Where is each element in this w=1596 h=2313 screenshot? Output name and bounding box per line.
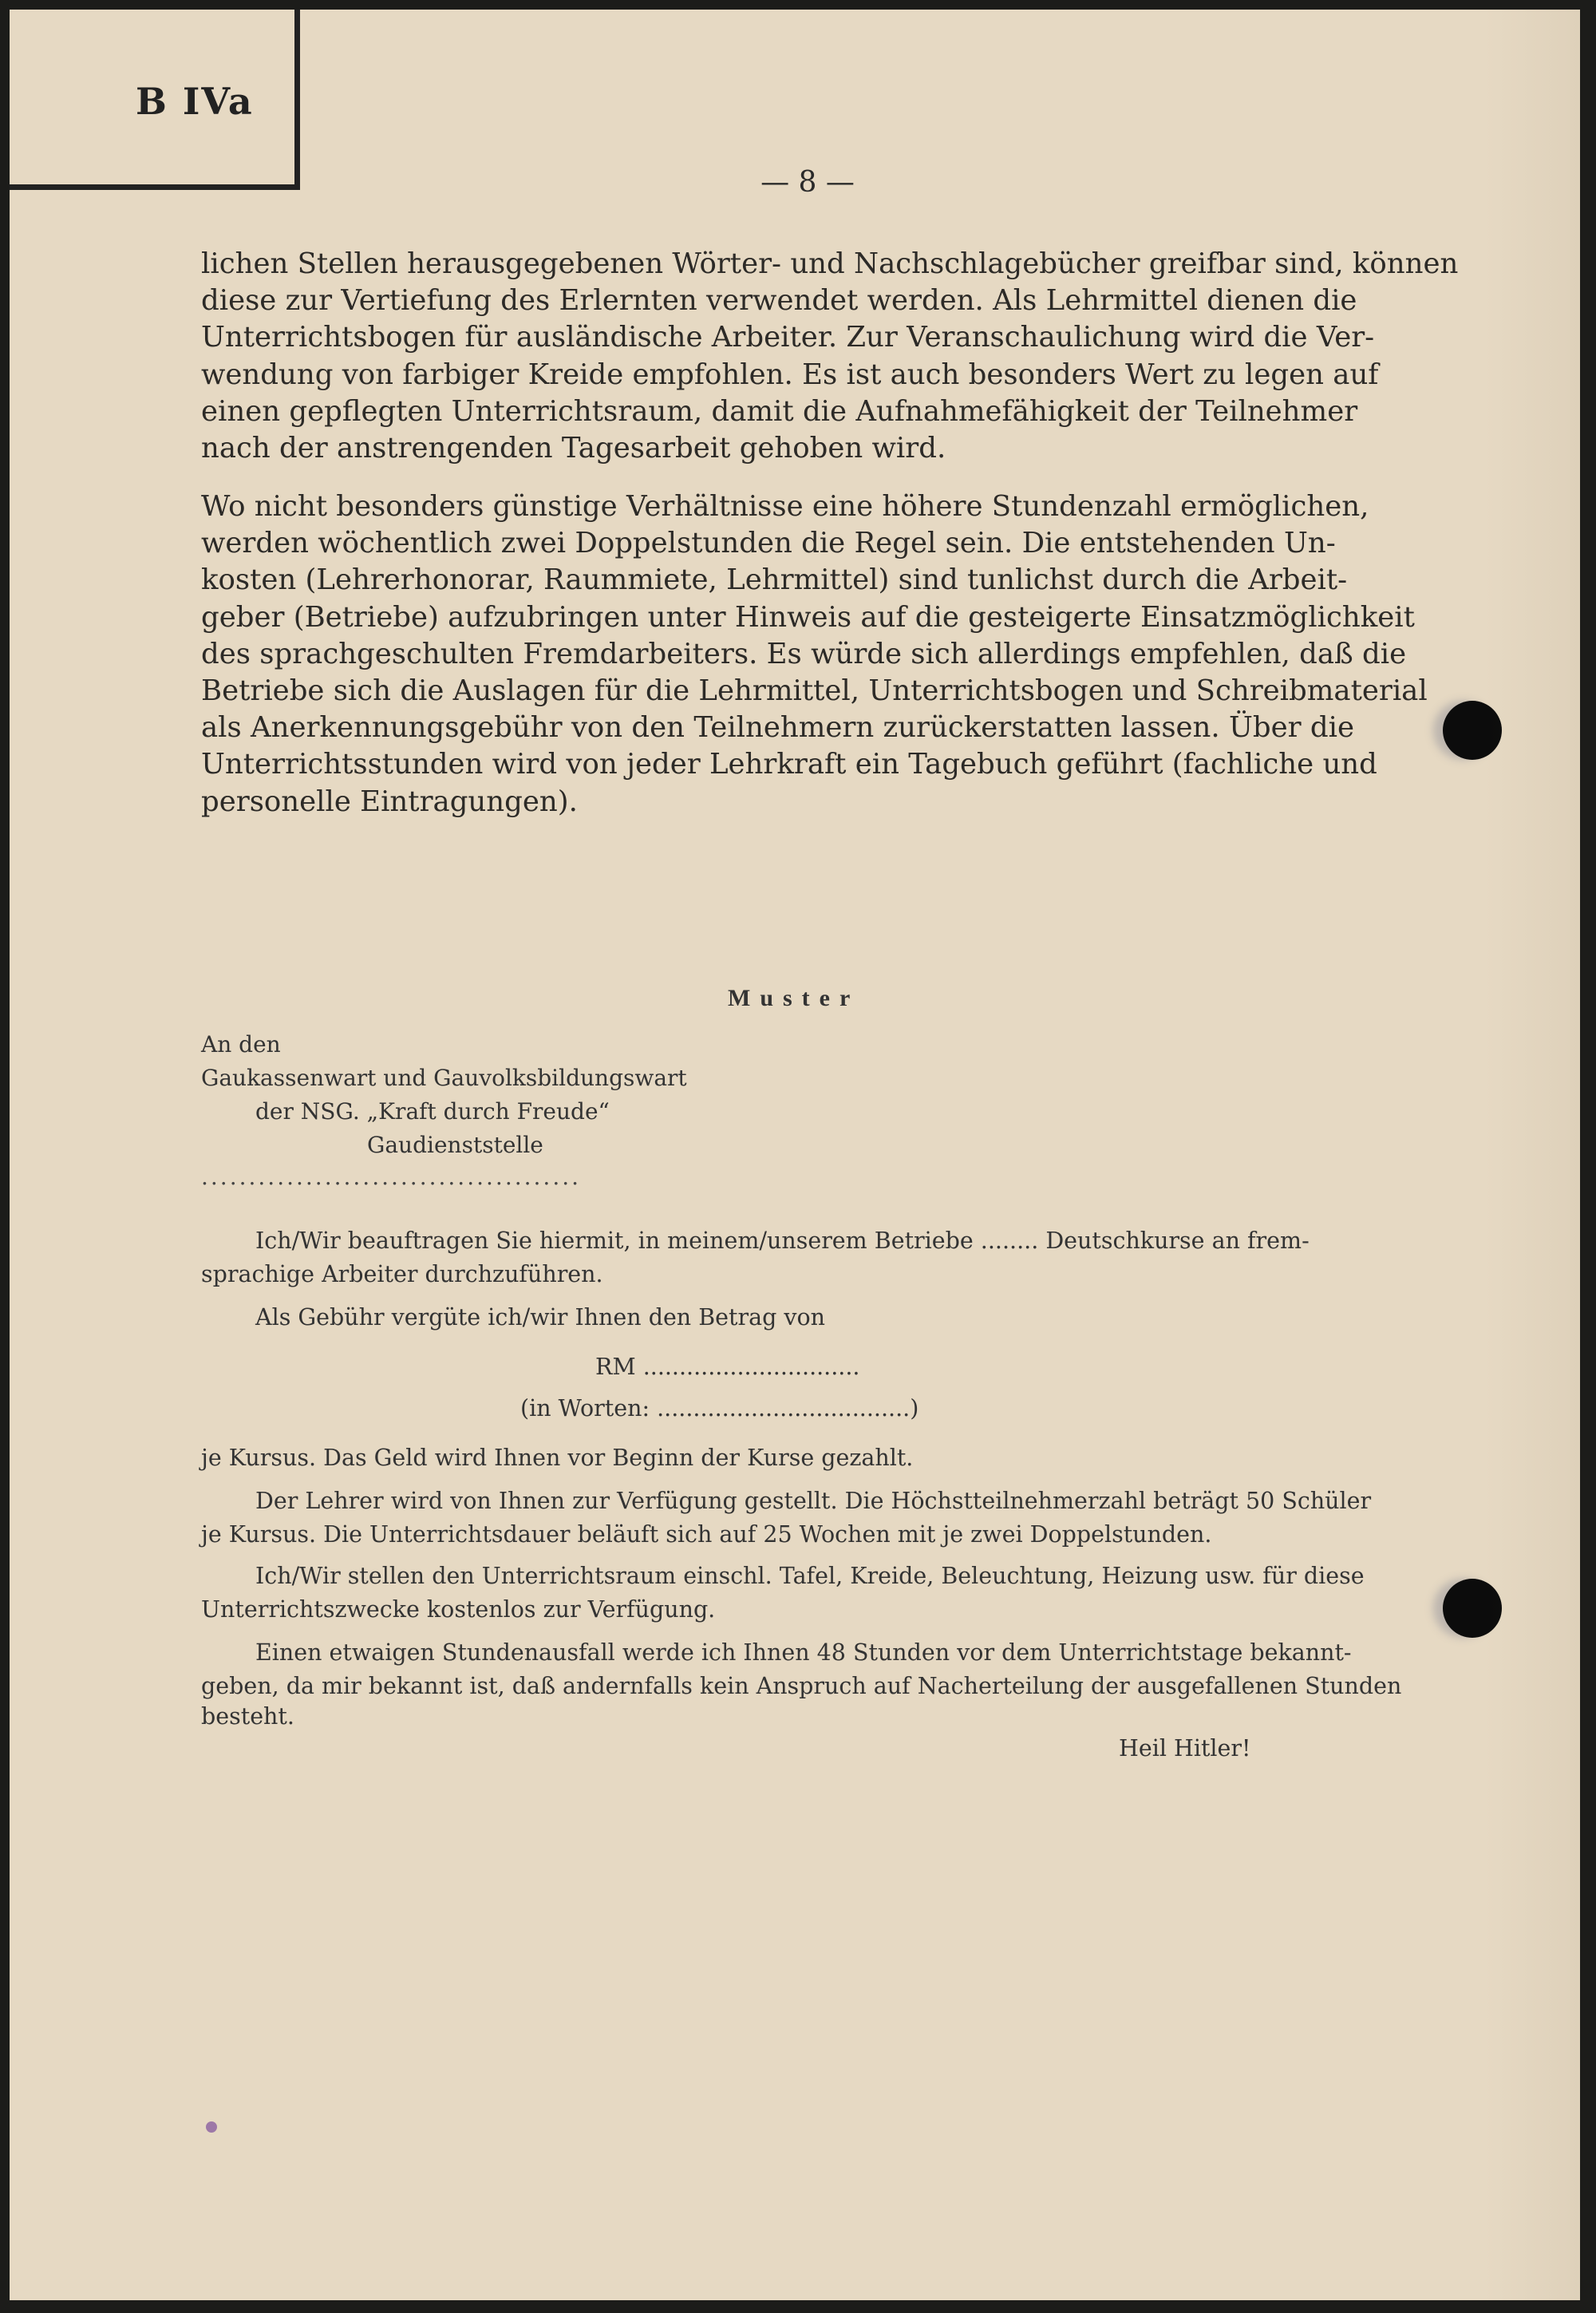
paragraph-line: Unterrichtsstunden wird von jeder Lehrkraft ein Tagebuch geführt (fachliche und [201,748,1377,781]
paragraph-line: lichen Stellen herausgegebenen Wörter- und Nachschlagebücher greifbar sind, können [201,247,1459,280]
paragraph-line: diese zur Vertiefung des Erlernten verwendet werden. Als Lehrmittel dienen die [201,284,1357,318]
address-line: der NSG. „Kraft durch Freude“ [255,1098,610,1125]
address-line: Gaukassenwart und Gauvolksbildungswart [201,1065,687,1091]
form-amount-line: RM .............................. [595,1354,860,1380]
page-number: — 8 — [760,166,855,199]
paragraph-line: Wo nicht besonders günstige Verhältnisse eine höhere Stundenzahl ermöglichen, [201,490,1369,523]
document-page [10,10,1580,2300]
paragraph-2 [201,488,1428,820]
form-cancel-line: Einen etwaigen Stundenausfall werde ich Ihnen 48 Stunden vor dem Unterrichtstage bekannt- [255,1639,1352,1666]
document-code-box [10,10,300,190]
paragraph-line: Betriebe sich die Auslagen für die Lehrmittel, Unterrichtsbogen und Schreibmaterial [201,674,1428,708]
paragraph-line: werden wöchentlich zwei Doppelstunden die Regel sein. Die entstehenden Un- [201,527,1336,560]
paragraph-line: personelle Eintragungen). [201,785,578,818]
form-payment-line: je Kursus. Das Geld wird Ihnen vor Beginn der Kurse gezahlt. [201,1445,914,1471]
paragraph-line: des sprachgeschulten Fremdarbeiters. Es würde sich allerdings empfehlen, daß die [201,637,1407,670]
form-amount-words-line: (in Worten: ...................................) [520,1395,919,1421]
paragraph-1 [201,246,1459,467]
document-code: B IVa [136,80,254,123]
paragraph-line: nach der anstrengenden Tagesarbeit gehoben wird. [201,432,946,465]
form-room-line: Ich/Wir stellen den Unterrichtsraum einschl. Tafel, Kreide, Beleuchtung, Heizung usw. für diese [255,1563,1365,1589]
form-order-line: Ich/Wir beauftragen Sie hiermit, in meinem/unserem Betriebe ........ Deutschkurse an frem- [255,1228,1310,1254]
form-order-line: sprachige Arbeiter durchzuführen. [201,1261,603,1287]
form-teacher-line: je Kursus. Die Unterrichtsdauer beläuft sich auf 25 Wochen mit je zwei Doppelstunden. [201,1521,1212,1548]
form-teacher-line: Der Lehrer wird von Ihnen zur Verfügung gestellt. Die Höchstteilnehmerzahl beträgt 50 Schüler [255,1488,1372,1514]
paragraph-line: Unterrichtsbogen für ausländische Arbeiter. Zur Veranschaulichung wird die Ver- [201,321,1375,354]
address-line: An den [201,1031,281,1058]
paragraph-line: wendung von farbiger Kreide empfohlen. Es ist auch besonders Wert zu legen auf [201,358,1379,391]
address-line: Gaudienststelle [367,1132,543,1158]
form-cancel-line: geben, da mir bekannt ist, daß andernfalls kein Anspruch auf Nacherteilung der ausgefallenen Stunden [201,1673,1402,1699]
punch-hole [1443,1579,1502,1638]
address-fill-dots: ........................................ [201,1164,582,1190]
form-fee-intro: Als Gebühr vergüte ich/wir Ihnen den Betrag von [255,1304,826,1330]
punch-hole [1443,701,1502,760]
ink-speck [206,2121,217,2133]
paragraph-line: kosten (Lehrerhonorar, Raummiete, Lehrmittel) sind tunlichst durch die Arbeit- [201,563,1348,597]
form-closing: Heil Hitler! [1119,1735,1251,1761]
paragraph-line: einen gepflegten Unterrichtsraum, damit die Aufnahmefähigkeit der Teilnehmer [201,394,1358,428]
paragraph-line: als Anerkennungsgebühr von den Teilnehmern zurückerstatten lassen. Über die [201,711,1354,745]
form-heading: Muster [728,985,860,1011]
form-room-line: Unterrichtszwecke kostenlos zur Verfügung. [201,1596,716,1623]
form-cancel-line: besteht. [201,1703,294,1730]
paragraph-line: geber (Betriebe) aufzubringen unter Hinweis auf die gesteigerte Einsatzmöglichkeit [201,600,1415,634]
